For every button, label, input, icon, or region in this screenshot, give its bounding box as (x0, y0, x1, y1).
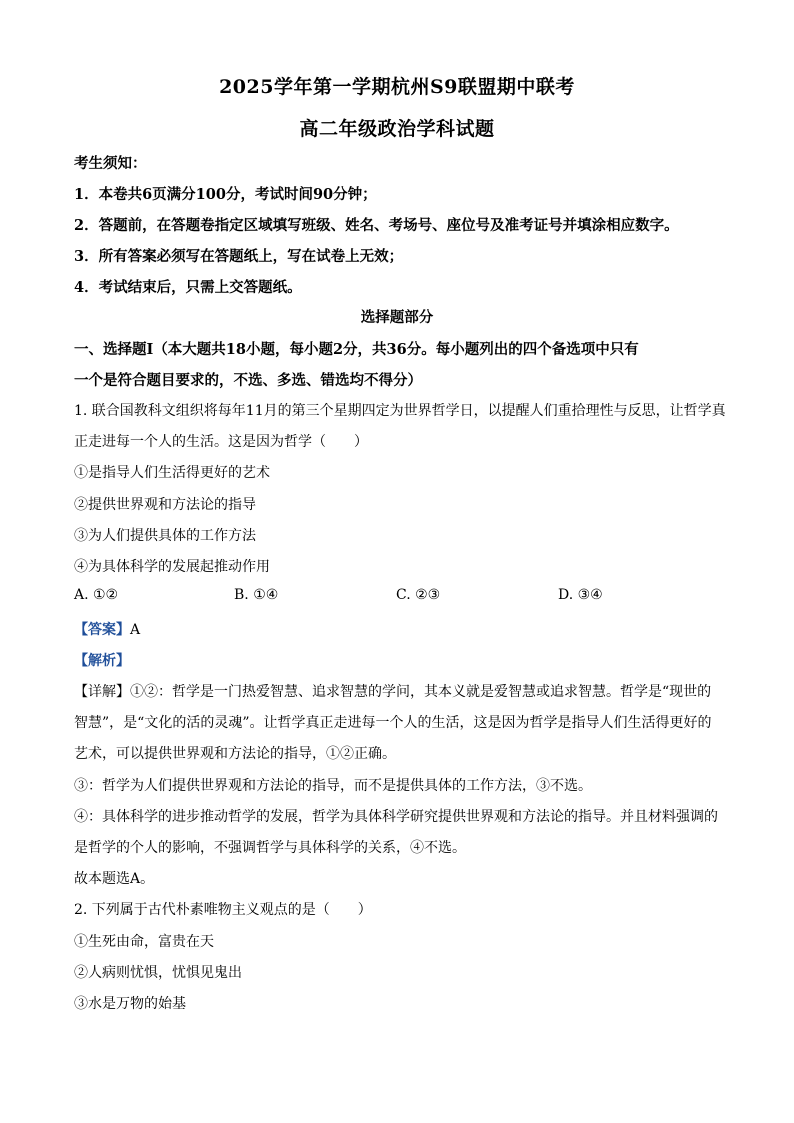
conclusion-line: 故本题选A。 (74, 871, 155, 887)
answer-value: A (130, 622, 141, 638)
statement-item: ①生死由命，富贵在天 (74, 934, 214, 950)
statement-item: ③水是万物的始基 (74, 996, 186, 1012)
notice-heading: 考生须知： (74, 155, 147, 172)
part-instructions: 一、选择题Ⅰ（本大题共18小题，每小题2分，共36分。每小题列出的四个备选项中只有 (74, 341, 639, 358)
detail-line: ③：哲学为人们提供世界观和方法论的指导，而不是提供具体的工作方法，③不选。 (74, 778, 592, 794)
question-stem: 1. 联合国教科文组织将每年11月的第三个星期四定为世界哲学日，以提醒人们重拾理性与反思，让哲学真 (74, 403, 726, 419)
statement-item: ②提供世界观和方法论的指导 (74, 497, 256, 513)
answer-tag: 【答案】 (74, 622, 130, 638)
statement-item: ②人病则忧惧，忧惧见鬼出 (74, 965, 242, 981)
answer-line (74, 619, 724, 639)
detail-tag: 【详解】 (74, 684, 130, 700)
part-instructions: 一个是符合题目要求的，不选、多选、错选均不得分） (74, 372, 422, 389)
option-a: A. ①② (74, 587, 119, 603)
notice-item: 1．本卷共6页满分100分，考试时间90分钟； (74, 186, 377, 203)
section-title: 选择题部分 (360, 309, 434, 326)
question-stem: 2. 下列属于古代朴素唯物主义观点的是（ ） (74, 902, 372, 918)
detail-line: ④：具体科学的进步推动哲学的发展，哲学为具体科学研究提供世界观和方法论的指导。并且材料强调的 (74, 809, 718, 825)
notice-item: 3．所有答案必须写在答题纸上，写在试卷上无效； (74, 248, 404, 265)
detail-line: 是哲学的个人的影响，不强调哲学与具体科学的关系，④不选。 (74, 840, 466, 856)
notice-item: 2．答题前，在答题卷指定区域填写班级、姓名、考场号、座位号及准考证号并填涂相应数字。 (74, 217, 679, 234)
statement-item: ①是指导人们生活得更好的艺术 (74, 465, 270, 481)
detail-line: 【详解】①②：哲学是一门热爱智慧、追求智慧的学问，其本义就是爱智慧或追求智慧。哲学是“现世的 (74, 684, 712, 700)
analysis-line (74, 650, 724, 670)
exam-title: 2025学年第一学期杭州S9联盟期中联考 (219, 76, 575, 98)
exam-subtitle: 高二年级政治学科试题 (299, 118, 495, 140)
option-b: B. ①④ (234, 587, 279, 603)
option-c: C. ②③ (396, 587, 441, 603)
detail-line: 艺术，可以提供世界观和方法论的指导，①②正确。 (74, 746, 396, 762)
question-stem: 正走进每一个人的生活。这是因为哲学（ ） (74, 434, 368, 450)
statement-item: ③为人们提供具体的工作方法 (74, 528, 256, 544)
detail-line: 智慧”，是“文化的活的灵魂”。让哲学真正走进每一个人的生活，这是因为哲学是指导人们生活得更好的 (74, 715, 712, 731)
statement-item: ④为具体科学的发展起推动作用 (74, 559, 270, 575)
notice-item: 4．考试结束后，只需上交答题纸。 (74, 279, 302, 296)
analysis-tag: 【解析】 (74, 653, 130, 669)
option-d: D. ③④ (558, 587, 603, 603)
